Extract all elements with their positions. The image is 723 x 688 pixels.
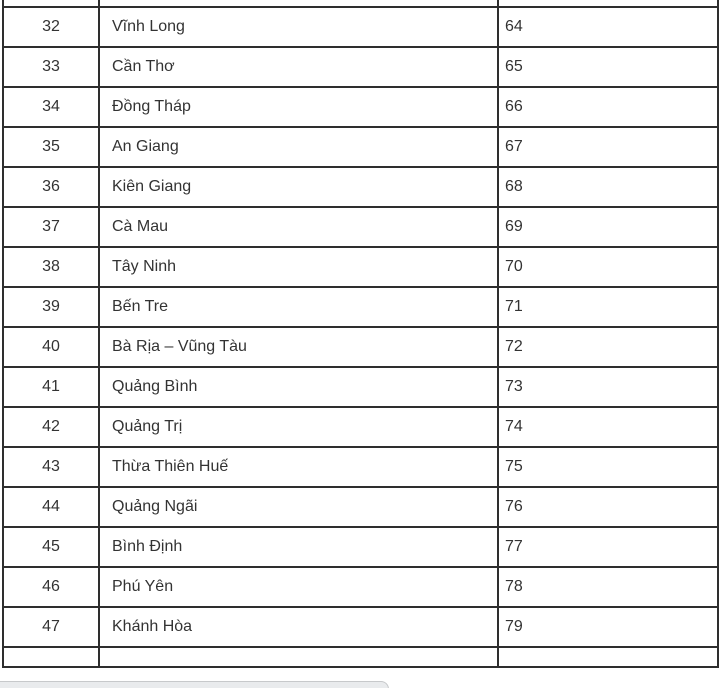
row-index-cell: 47 xyxy=(3,607,99,647)
province-name-cell xyxy=(99,647,498,667)
row-index-cell: 32 xyxy=(3,7,99,47)
row-value-cell: 72 xyxy=(498,327,718,367)
province-name-cell xyxy=(99,0,498,7)
row-value-cell: 66 xyxy=(498,87,718,127)
row-value-cell: 79 xyxy=(498,607,718,647)
table-row-clipped-bottom xyxy=(3,647,718,667)
table-row xyxy=(3,7,718,47)
table-row xyxy=(3,167,718,207)
table-row xyxy=(3,47,718,87)
table-row-clipped-top xyxy=(3,0,718,7)
row-value-cell: 71 xyxy=(498,287,718,327)
table-row xyxy=(3,407,718,447)
row-index-cell: 37 xyxy=(3,207,99,247)
province-name-cell: Cần Thơ xyxy=(99,47,498,87)
provinces-table-body xyxy=(3,0,718,667)
table-row xyxy=(3,487,718,527)
row-index-cell xyxy=(3,647,99,667)
row-value-cell: 78 xyxy=(498,567,718,607)
row-index-cell: 33 xyxy=(3,47,99,87)
province-name-cell: Quảng Bình xyxy=(99,367,498,407)
table-row xyxy=(3,447,718,487)
table-row xyxy=(3,567,718,607)
row-index-cell: 35 xyxy=(3,127,99,167)
province-name-cell: Khánh Hòa xyxy=(99,607,498,647)
province-name-cell: Kiên Giang xyxy=(99,167,498,207)
row-index-cell: 41 xyxy=(3,367,99,407)
province-name-cell: Bến Tre xyxy=(99,287,498,327)
province-name-cell: Vĩnh Long xyxy=(99,7,498,47)
province-name-cell: Bình Định xyxy=(99,527,498,567)
row-index-cell: 39 xyxy=(3,287,99,327)
province-name-cell: Quảng Trị xyxy=(99,407,498,447)
row-value-cell: 69 xyxy=(498,207,718,247)
table-row xyxy=(3,247,718,287)
row-index-cell: 38 xyxy=(3,247,99,287)
row-value-cell: 68 xyxy=(498,167,718,207)
row-value-cell: 70 xyxy=(498,247,718,287)
table-row xyxy=(3,527,718,567)
row-index-cell: 44 xyxy=(3,487,99,527)
row-index-cell: 43 xyxy=(3,447,99,487)
province-name-cell: Quảng Ngãi xyxy=(99,487,498,527)
province-name-cell: Cà Mau xyxy=(99,207,498,247)
row-value-cell: 77 xyxy=(498,527,718,567)
row-value-cell: 73 xyxy=(498,367,718,407)
province-name-cell: Thừa Thiên Huế xyxy=(99,447,498,487)
table-row xyxy=(3,87,718,127)
row-value-cell: 65 xyxy=(498,47,718,87)
row-index-cell: 45 xyxy=(3,527,99,567)
province-name-cell: Tây Ninh xyxy=(99,247,498,287)
province-name-cell: Đồng Tháp xyxy=(99,87,498,127)
row-value-cell: 75 xyxy=(498,447,718,487)
row-index-cell: 34 xyxy=(3,87,99,127)
row-value-cell: 74 xyxy=(498,407,718,447)
province-name-cell: Bà Rịa – Vũng Tàu xyxy=(99,327,498,367)
table-row xyxy=(3,607,718,647)
table-row xyxy=(3,367,718,407)
row-value-cell: 76 xyxy=(498,487,718,527)
province-name-cell: An Giang xyxy=(99,127,498,167)
provinces-table xyxy=(2,0,719,668)
table-row xyxy=(3,127,718,167)
row-index-cell xyxy=(3,0,99,7)
row-index-cell: 46 xyxy=(3,567,99,607)
row-value-cell: 67 xyxy=(498,127,718,167)
browser-status-bubble xyxy=(0,681,389,688)
row-value-cell: 64 xyxy=(498,7,718,47)
row-value-cell xyxy=(498,0,718,7)
table-row xyxy=(3,207,718,247)
province-name-cell: Phú Yên xyxy=(99,567,498,607)
row-value-cell xyxy=(498,647,718,667)
row-index-cell: 36 xyxy=(3,167,99,207)
row-index-cell: 40 xyxy=(3,327,99,367)
table-row xyxy=(3,327,718,367)
table-row xyxy=(3,287,718,327)
row-index-cell: 42 xyxy=(3,407,99,447)
